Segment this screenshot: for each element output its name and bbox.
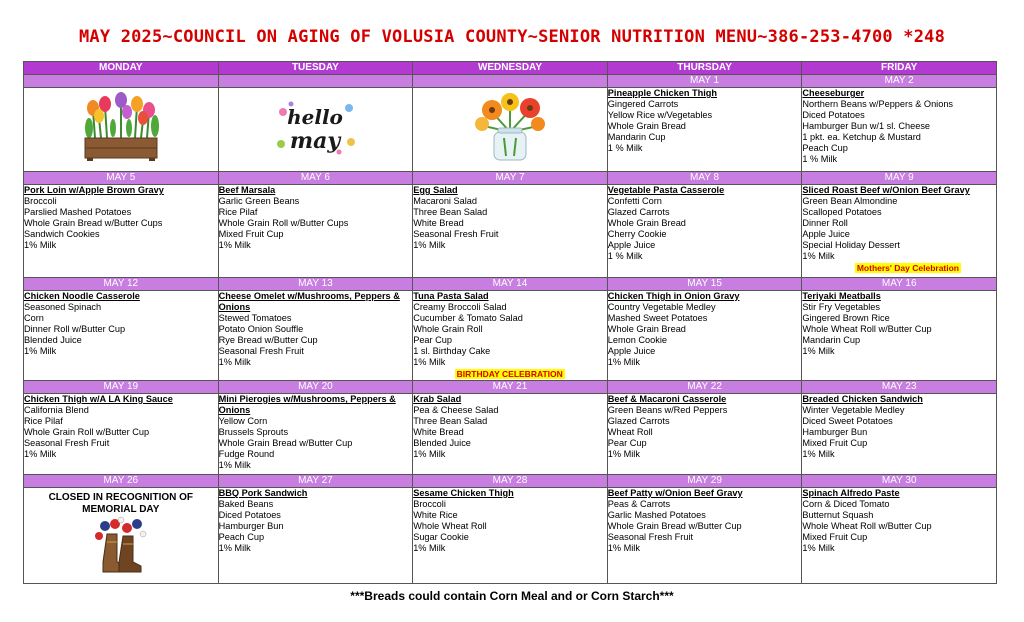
menu-row bbox=[24, 488, 997, 584]
menu-item: Whole Grain Roll w/Butter Cup bbox=[24, 427, 150, 437]
date-tuesday: MAY 27 bbox=[218, 475, 413, 488]
entree-name: Beef Marsala bbox=[218, 185, 276, 195]
menu-item: Seasonal Fresh Fruit bbox=[413, 229, 499, 239]
menu-cell-friday bbox=[802, 488, 997, 584]
menu-item: Macaroni Salad bbox=[413, 196, 478, 206]
menu-item: 1% Milk bbox=[218, 460, 251, 470]
menu-item: Cherry Cookie bbox=[607, 229, 667, 239]
menu-item: Winter Vegetable Medley bbox=[802, 405, 905, 415]
menu-item: 1% Milk bbox=[607, 543, 640, 553]
date-friday: MAY 30 bbox=[802, 475, 997, 488]
date-thursday: MAY 15 bbox=[607, 278, 802, 291]
entree-name: Sliced Roast Beef w/Onion Beef Gravy bbox=[802, 185, 970, 195]
menu-item: Fudge Round bbox=[218, 449, 275, 459]
menu-item: 1% Milk bbox=[218, 240, 251, 250]
date-wednesday: MAY 7 bbox=[413, 172, 608, 185]
footer-note: ***Breads could contain Corn Meal and or Corn Starch*** bbox=[350, 589, 674, 603]
menu-item: Diced Sweet Potatoes bbox=[802, 416, 893, 426]
svg-text:hello: hello bbox=[287, 105, 344, 129]
date-monday: MAY 19 bbox=[24, 381, 219, 394]
date-tuesday: MAY 6 bbox=[218, 172, 413, 185]
menu-cell-monday bbox=[24, 488, 219, 584]
menu-item: 1% Milk bbox=[607, 449, 640, 459]
menu-item: Brussels Sprouts bbox=[218, 427, 289, 437]
entree-name: Beef & Macaroni Casserole bbox=[607, 394, 727, 404]
date-row bbox=[24, 172, 997, 185]
menu-cell-wednesday bbox=[413, 488, 608, 584]
menu-item: Stir Fry Vegetables bbox=[802, 302, 880, 312]
menu-item: Peach Cup bbox=[802, 143, 848, 153]
entree-name: Cheese Omelet w/Mushrooms, Peppers & Onions bbox=[218, 291, 400, 312]
menu-item: Three Bean Salad bbox=[413, 416, 488, 426]
menu-cell-tuesday bbox=[218, 394, 413, 475]
menu-item: 1% Milk bbox=[802, 251, 835, 261]
day-friday: FRIDAY bbox=[802, 62, 997, 75]
menu-item: Diced Potatoes bbox=[218, 510, 281, 520]
menu-item: Blended Juice bbox=[413, 438, 471, 448]
menu-item: Rice Pilaf bbox=[218, 207, 258, 217]
menu-item: Corn bbox=[24, 313, 44, 323]
menu-item: Butternut Squash bbox=[802, 510, 874, 520]
menu-item: 1% Milk bbox=[802, 543, 835, 553]
menu-cell-wednesday bbox=[413, 88, 608, 172]
menu-item: Pea & Cheese Salad bbox=[413, 405, 499, 415]
date-thursday: MAY 22 bbox=[607, 381, 802, 394]
entree-name: Chicken Thigh in Onion Gravy bbox=[607, 291, 740, 301]
date-friday: MAY 2 bbox=[802, 75, 997, 88]
menu-item: California Blend bbox=[24, 405, 89, 415]
menu-item: Seasonal Fresh Fruit bbox=[218, 346, 304, 356]
date-thursday: MAY 8 bbox=[607, 172, 802, 185]
svg-text:may: may bbox=[290, 128, 341, 154]
menu-item: Rice Pilaf bbox=[24, 416, 63, 426]
menu-item: Creamy Broccoli Salad bbox=[413, 302, 507, 312]
gerbera-vase-image bbox=[413, 92, 607, 164]
entree-name: Vegetable Pasta Casserole bbox=[607, 185, 725, 195]
menu-item: Garlic Mashed Potatoes bbox=[607, 510, 706, 520]
menu-item: 1% Milk bbox=[24, 449, 57, 459]
menu-cell-friday bbox=[802, 185, 997, 278]
menu-item: Seasoned Spinach bbox=[24, 302, 102, 312]
entree-name: Cheeseburger bbox=[802, 88, 865, 98]
menu-item: 1% Milk bbox=[607, 357, 640, 367]
menu-cell-monday bbox=[24, 185, 219, 278]
entree-name: Krab Salad bbox=[413, 394, 462, 404]
flower-planter-image bbox=[24, 92, 218, 162]
menu-item: Gingered Carrots bbox=[607, 99, 679, 109]
day-header-row bbox=[24, 62, 997, 75]
menu-item: Sandwich Cookies bbox=[24, 229, 100, 239]
menu-item: Whole Grain Bread bbox=[607, 218, 686, 228]
menu-cell-thursday bbox=[607, 185, 802, 278]
date-wednesday: MAY 21 bbox=[413, 381, 608, 394]
menu-item: Seasonal Fresh Fruit bbox=[607, 532, 694, 542]
menu-item: 1% Milk bbox=[218, 543, 251, 553]
menu-item: 1% Milk bbox=[413, 240, 446, 250]
menu-item: 1% Milk bbox=[413, 357, 446, 367]
menu-item: Whole Grain Roll w/Butter Cups bbox=[218, 218, 349, 228]
date-tuesday: MAY 13 bbox=[218, 278, 413, 291]
menu-item: Whole Grain Bread w/Butter Cup bbox=[607, 521, 742, 531]
menu-item: Glazed Carrots bbox=[607, 416, 670, 426]
menu-item: Whole Wheat Roll bbox=[413, 521, 487, 531]
menu-item: Blended Juice bbox=[24, 335, 82, 345]
menu-cell-monday bbox=[24, 88, 219, 172]
day-thursday: THURSDAY bbox=[607, 62, 802, 75]
date-friday: MAY 16 bbox=[802, 278, 997, 291]
date-monday: MAY 26 bbox=[24, 475, 219, 488]
menu-cell-tuesday bbox=[218, 185, 413, 278]
date-friday: MAY 23 bbox=[802, 381, 997, 394]
date-row bbox=[24, 75, 997, 88]
menu-item: Mashed Sweet Potatoes bbox=[607, 313, 708, 323]
menu-item: Green Beans w/Red Peppers bbox=[607, 405, 728, 415]
menu-item: 1 sl. Birthday Cake bbox=[413, 346, 491, 356]
menu-cell-wednesday bbox=[413, 185, 608, 278]
menu-item: 1% Milk bbox=[24, 346, 57, 356]
menu-item: Mixed Fruit Cup bbox=[802, 438, 868, 448]
menu-item: Cucumber & Tomato Salad bbox=[413, 313, 523, 323]
menu-cell-wednesday bbox=[413, 291, 608, 381]
menu-item: Peas & Carrots bbox=[607, 499, 671, 509]
menu-item: Broccoli bbox=[413, 499, 446, 509]
menu-item: Hamburger Bun w/1 sl. Cheese bbox=[802, 121, 931, 131]
menu-item: Whole Grain Bread bbox=[607, 121, 686, 131]
menu-item: 1% Milk bbox=[413, 543, 446, 553]
celebration-badge: Mothers' Day Celebration bbox=[856, 263, 959, 273]
menu-item: Country Vegetable Medley bbox=[607, 302, 716, 312]
date-wednesday bbox=[413, 75, 608, 88]
patriotic-boots-image bbox=[24, 516, 218, 576]
menu-item: 1% Milk bbox=[802, 346, 835, 356]
menu-cell-thursday bbox=[607, 88, 802, 172]
menu-item: Corn & Diced Tomato bbox=[802, 499, 890, 509]
date-tuesday: MAY 20 bbox=[218, 381, 413, 394]
date-wednesday: MAY 14 bbox=[413, 278, 608, 291]
date-monday: MAY 12 bbox=[24, 278, 219, 291]
menu-row bbox=[24, 88, 997, 172]
menu-calendar bbox=[23, 61, 997, 584]
menu-item: 1 % Milk bbox=[607, 251, 643, 261]
menu-cell-friday bbox=[802, 291, 997, 381]
menu-item: Apple Juice bbox=[607, 346, 656, 356]
entree-name: Egg Salad bbox=[413, 185, 458, 195]
menu-item: Gingered Brown Rice bbox=[802, 313, 890, 323]
entree-name: Pork Loin w/Apple Brown Gravy bbox=[24, 185, 164, 195]
entree-name: Sesame Chicken Thigh bbox=[413, 488, 514, 498]
menu-item: 1 pkt. ea. Ketchup & Mustard bbox=[802, 132, 921, 142]
menu-cell-tuesday bbox=[218, 291, 413, 381]
menu-item: Stewed Tomatoes bbox=[218, 313, 292, 323]
entree-name: Tuna Pasta Salad bbox=[413, 291, 489, 301]
entree-name: Breaded Chicken Sandwich bbox=[802, 394, 923, 404]
menu-item: Three Bean Salad bbox=[413, 207, 488, 217]
menu-item: Diced Potatoes bbox=[802, 110, 865, 120]
menu-item: 1 % Milk bbox=[802, 154, 838, 164]
menu-cell-wednesday bbox=[413, 394, 608, 475]
menu-item: Whole Grain Bread bbox=[607, 324, 686, 334]
menu-item: 1 % Milk bbox=[607, 143, 643, 153]
menu-item: Northern Beans w/Peppers & Onions bbox=[802, 99, 954, 109]
menu-cell-monday bbox=[24, 291, 219, 381]
menu-cell-tuesday bbox=[218, 88, 413, 172]
menu-item: Apple Juice bbox=[802, 229, 850, 239]
entree-name: Pineapple Chicken Thigh bbox=[607, 88, 718, 98]
menu-cell-thursday bbox=[607, 291, 802, 381]
menu-item: Hamburger Bun bbox=[218, 521, 284, 531]
date-wednesday: MAY 28 bbox=[413, 475, 608, 488]
menu-item: Yellow Rice w/Vegetables bbox=[607, 110, 713, 120]
menu-item: Special Holiday Dessert bbox=[802, 240, 900, 250]
date-tuesday bbox=[218, 75, 413, 88]
day-wednesday: WEDNESDAY bbox=[413, 62, 608, 75]
menu-item: Whole Grain Bread w/Butter Cup bbox=[218, 438, 353, 448]
entree-name: Chicken Thigh w/A LA King Sauce bbox=[24, 394, 173, 404]
menu-item: Broccoli bbox=[24, 196, 57, 206]
menu-item: Confetti Corn bbox=[607, 196, 662, 206]
menu-item: Hamburger Bun bbox=[802, 427, 868, 437]
entree-name: Mini Pierogies w/Mushrooms, Peppers & Onions bbox=[218, 394, 396, 415]
menu-cell-thursday bbox=[607, 394, 802, 475]
menu-item: Mandarin Cup bbox=[607, 132, 666, 142]
entree-name: Chicken Noodle Casserole bbox=[24, 291, 140, 301]
entree-name: Teriyaki Meatballs bbox=[802, 291, 881, 301]
menu-item: Sugar Cookie bbox=[413, 532, 469, 542]
menu-item: Pear Cup bbox=[607, 438, 647, 448]
date-monday: MAY 5 bbox=[24, 172, 219, 185]
menu-item: Yellow Corn bbox=[218, 416, 268, 426]
menu-item: White Bread bbox=[413, 427, 464, 437]
date-row bbox=[24, 278, 997, 291]
menu-item: Green Bean Almondine bbox=[802, 196, 898, 206]
menu-item: Seasonal Fresh Fruit bbox=[24, 438, 110, 448]
page-title: MAY 2025~COUNCIL ON AGING OF VOLUSIA COUNTY~SENIOR NUTRITION MENU~386-253-4700 *248 bbox=[78, 27, 946, 47]
menu-item: Whole Grain Bread w/Butter Cups bbox=[24, 218, 163, 228]
menu-item: 1% Milk bbox=[218, 357, 251, 367]
menu-row bbox=[24, 291, 997, 381]
menu-item: Whole Grain Roll bbox=[413, 324, 483, 334]
menu-cell-tuesday bbox=[218, 488, 413, 584]
day-monday: MONDAY bbox=[24, 62, 219, 75]
date-monday bbox=[24, 75, 219, 88]
menu-item: Dinner Roll w/Butter Cup bbox=[24, 324, 126, 334]
date-thursday: MAY 29 bbox=[607, 475, 802, 488]
menu-cell-thursday bbox=[607, 488, 802, 584]
date-thursday: MAY 1 bbox=[607, 75, 802, 88]
date-row bbox=[24, 475, 997, 488]
menu-item: Wheat Roll bbox=[607, 427, 653, 437]
celebration-badge: BIRTHDAY CELEBRATION bbox=[456, 369, 563, 379]
menu-cell-friday bbox=[802, 88, 997, 172]
menu-row bbox=[24, 185, 997, 278]
menu-item: Dinner Roll bbox=[802, 218, 848, 228]
menu-cell-monday bbox=[24, 394, 219, 475]
menu-item: 1% Milk bbox=[24, 240, 57, 250]
date-friday: MAY 9 bbox=[802, 172, 997, 185]
menu-item: Mandarin Cup bbox=[802, 335, 861, 345]
menu-cell-friday bbox=[802, 394, 997, 475]
menu-item: Glazed Carrots bbox=[607, 207, 670, 217]
menu-item: Whole Wheat Roll w/Butter Cup bbox=[802, 324, 932, 334]
day-tuesday: TUESDAY bbox=[218, 62, 413, 75]
menu-item: Lemon Cookie bbox=[607, 335, 668, 345]
menu-item: Parslied Mashed Potatoes bbox=[24, 207, 132, 217]
entree-name: Beef Patty w/Onion Beef Gravy bbox=[607, 488, 743, 498]
menu-item: 1% Milk bbox=[802, 449, 835, 459]
menu-item: Garlic Green Beans bbox=[218, 196, 300, 206]
menu-item: Whole Wheat Roll w/Butter Cup bbox=[802, 521, 932, 531]
closed-notice: CLOSED IN RECOGNITION OF MEMORIAL DAY bbox=[48, 492, 194, 515]
menu-item: White Rice bbox=[413, 510, 458, 520]
menu-item: Scalloped Potatoes bbox=[802, 207, 882, 217]
menu-item: Baked Beans bbox=[218, 499, 274, 509]
menu-row bbox=[24, 394, 997, 475]
menu-item: Mixed Fruit Cup bbox=[802, 532, 868, 542]
entree-name: Spinach Alfredo Paste bbox=[802, 488, 900, 498]
menu-item: Rye Bread w/Butter Cup bbox=[218, 335, 318, 345]
menu-item: Peach Cup bbox=[218, 532, 265, 542]
menu-item: Pear Cup bbox=[413, 335, 453, 345]
entree-name: BBQ Pork Sandwich bbox=[218, 488, 308, 498]
menu-item: White Bread bbox=[413, 218, 464, 228]
hello-may-image bbox=[219, 92, 413, 162]
menu-item: Mixed Fruit Cup bbox=[218, 229, 284, 239]
date-row bbox=[24, 381, 997, 394]
menu-item: Potato Onion Souffle bbox=[218, 324, 304, 334]
menu-item: Apple Juice bbox=[607, 240, 656, 250]
menu-item: 1% Milk bbox=[413, 449, 446, 459]
